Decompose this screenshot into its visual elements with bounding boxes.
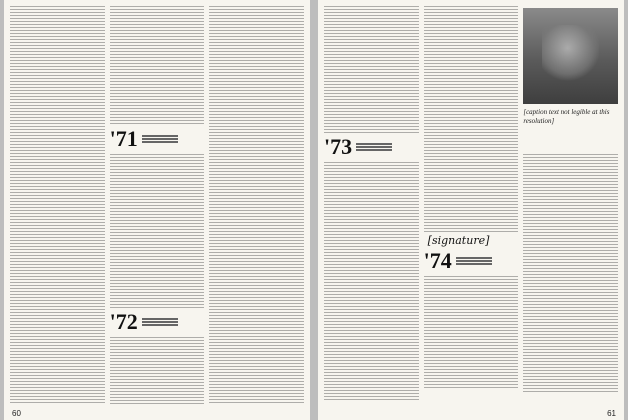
left-page-column-1 bbox=[10, 6, 105, 404]
body-text-block bbox=[424, 276, 519, 388]
class-heading-73 bbox=[324, 136, 419, 158]
secretary-block bbox=[356, 142, 392, 152]
body-text-block bbox=[324, 6, 419, 134]
class-year: '72 bbox=[109, 309, 138, 334]
class-year: '71 bbox=[109, 126, 138, 151]
body-text-block bbox=[110, 6, 205, 126]
body-text-block bbox=[10, 6, 105, 404]
class-heading-74 bbox=[424, 250, 519, 272]
body-text-block bbox=[324, 162, 419, 402]
body-text-block bbox=[424, 6, 519, 232]
right-page-column-2 bbox=[424, 6, 519, 404]
right-page bbox=[318, 0, 624, 420]
secretary-block bbox=[456, 256, 492, 266]
left-page bbox=[4, 0, 310, 420]
page-number: 61 bbox=[607, 409, 616, 418]
class-heading-72 bbox=[110, 311, 205, 333]
right-page-column-1 bbox=[324, 6, 419, 404]
class-year: '74 bbox=[423, 248, 452, 273]
handwritten-signature: [signature] bbox=[427, 234, 490, 247]
class-year: '73 bbox=[324, 134, 353, 159]
body-text-block bbox=[209, 6, 304, 404]
body-text-block bbox=[110, 337, 205, 404]
body-text-block bbox=[110, 154, 205, 309]
class-heading-71 bbox=[110, 128, 205, 150]
page-number: 60 bbox=[12, 409, 21, 418]
left-page-column-3 bbox=[209, 6, 304, 404]
secretary-block bbox=[142, 317, 178, 327]
photo-caption: [caption text not legible at this resolution] bbox=[523, 108, 610, 125]
body-text-block bbox=[523, 154, 618, 394]
class-photo bbox=[523, 8, 618, 104]
left-page-column-2 bbox=[110, 6, 205, 404]
secretary-block bbox=[142, 134, 178, 144]
right-page-column-3 bbox=[523, 6, 618, 404]
